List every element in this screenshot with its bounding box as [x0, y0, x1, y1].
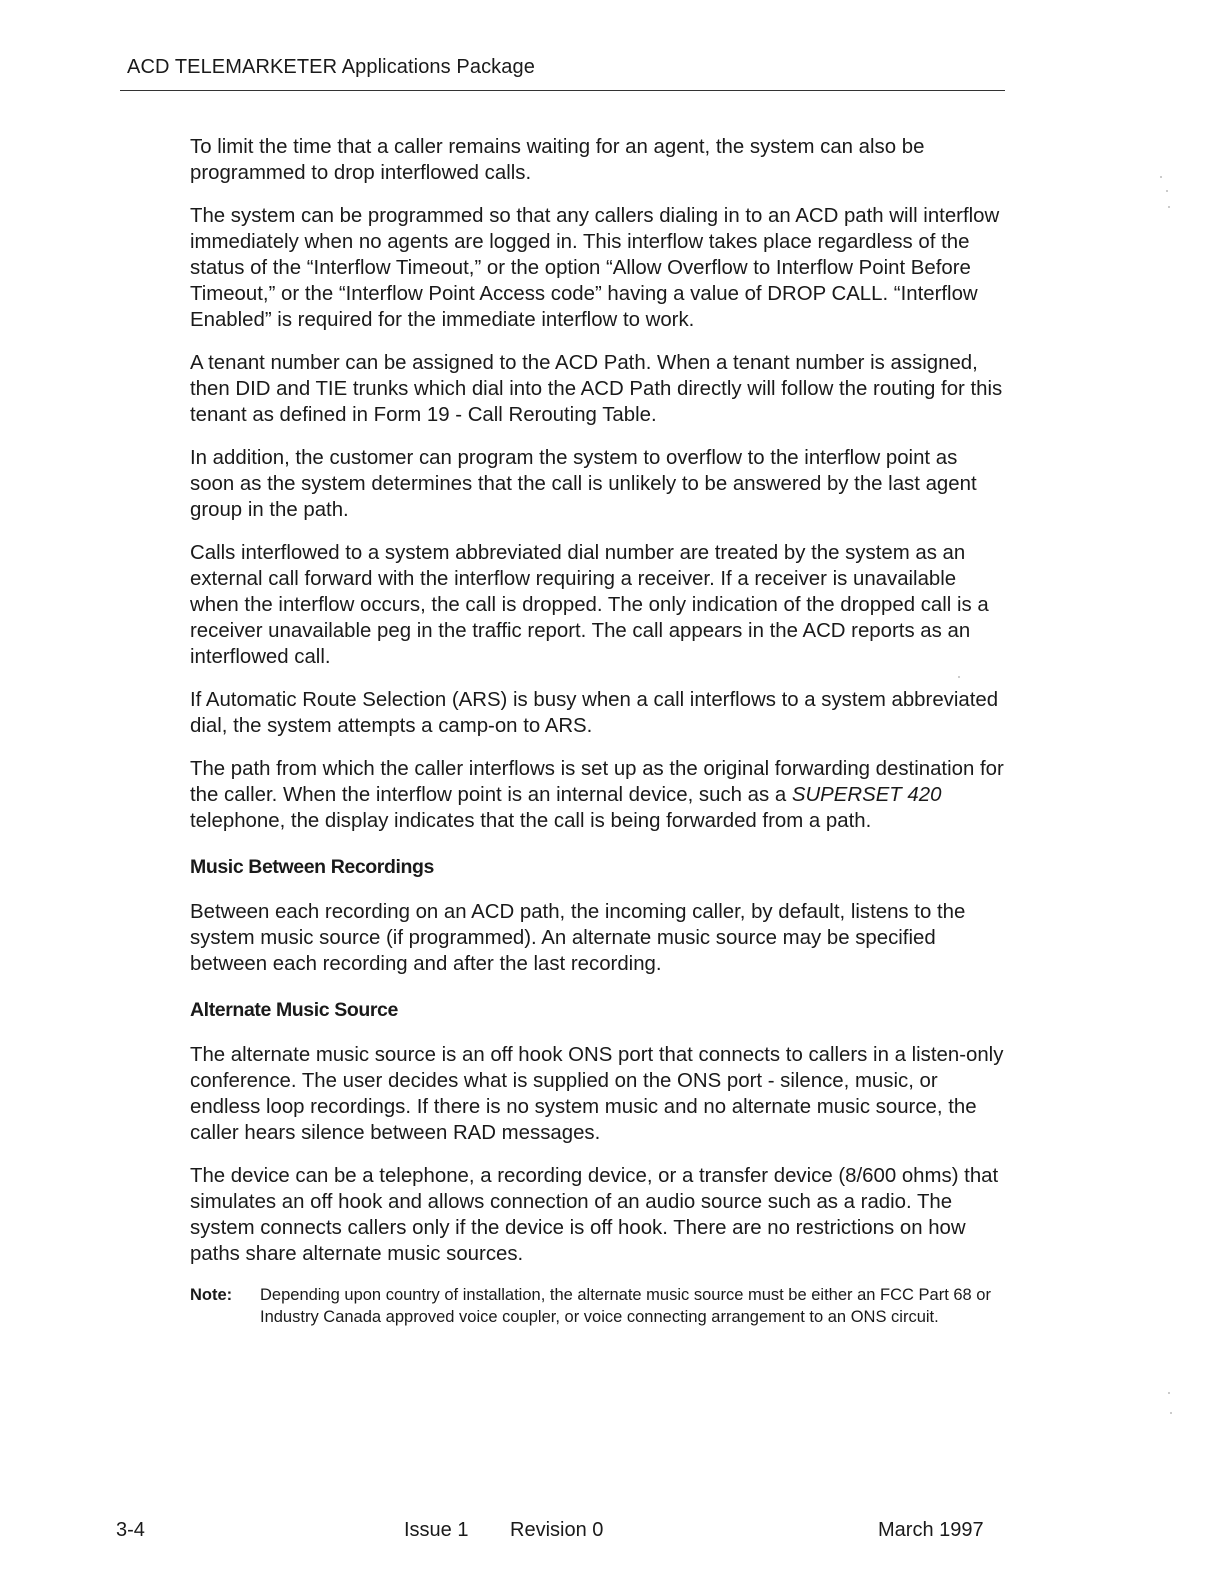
footer-revision: Revision 0 [510, 1519, 604, 1541]
body-paragraph: The alternate music source is an off hook ONS port that connects to callers in a listen-only conference. The user decides what is supplied on the ONS port - silence, music, or endless loop recordings. If there is no system music and no alternate music source, the caller hears silence between RAD messages. [190, 1044, 1004, 1144]
body-paragraph: Calls interflowed to a system abbreviated dial number are treated by the system as an external call forward with the interflow requiring a receiver. If a receiver is unavailable when the interflow occurs, the call is dropped. The only indication of the dropped call is a receiver unavailable peg in the traffic report. The call appears in the ACD reports as an interflowed call. [190, 542, 989, 668]
running-header: ACD TELEMARKETER Applications Package [127, 56, 535, 78]
body-paragraph: Between each recording on an ACD path, the incoming caller, by default, listens to the system music source (if programmed). An alternate music source may be specified between each recording and after the last recording. [190, 901, 966, 975]
note-block [190, 1284, 1005, 1328]
footer-date: March 1997 [878, 1519, 984, 1541]
scan-speck [958, 676, 960, 678]
body-paragraph: A tenant number can be assigned to the ACD Path. When a tenant number is assigned, then DID and TIE trunks which dial into the ACD Path directly will follow the routing for this tenant as defined in Form 19 - Call Rerouting Table. [190, 352, 1003, 426]
footer-page-number: 3-4 [116, 1519, 145, 1541]
forwarding-paragraph [190, 756, 1005, 834]
scan-speck [1168, 1392, 1170, 1394]
section-heading-alternate-music-source: Alternate Music Source [190, 999, 398, 1021]
product-name: SUPERSET 420 [791, 784, 942, 806]
forwarding-text-end: telephone, the display indicates that the call is being forwarded from a path. [190, 810, 872, 832]
footer-issue: Issue 1 [404, 1519, 469, 1541]
body-paragraph: The system can be programmed so that any callers dialing in to an ACD path will interflow immediately when no agents are logged in. This interflow takes place regardless of the status of the “Interflow Timeout,” or the option “Allow Overflow to Interflow Point Before Timeout,” or the “Interflow Point Access code” having a value of DROP CALL. “Interflow Enabled” is required for the immediate interflow to work. [190, 205, 1000, 331]
body-paragraph: If Automatic Route Selection (ARS) is busy when a call interflows to a system abbreviated dial, the system attempts a camp-on to ARS. [190, 689, 999, 737]
page-body [190, 134, 1005, 1328]
body-paragraph: To limit the time that a caller remains waiting for an agent, the system can also be programmed to drop interflowed calls. [190, 136, 925, 184]
section-heading-music-between-recordings: Music Between Recordings [190, 856, 434, 878]
forwarding-text-start: The path from which the caller interflows is set up as the original forwarding destination for the caller. When the interflow point is an internal device, such as a [190, 758, 1004, 806]
header-rule [120, 90, 1005, 91]
scan-speck [1166, 190, 1168, 192]
note-label: Note: [190, 1286, 233, 1304]
scan-speck [1168, 206, 1170, 208]
body-paragraph: The device can be a telephone, a recording device, or a transfer device (8/600 ohms) that simulates an off hook and allows connection of an audio source such as a radio. The system connects callers only if the device is off hook. There are no restrictions on how paths share alternate music sources. [190, 1165, 999, 1265]
scan-speck [1160, 176, 1162, 178]
note-text: Depending upon country of installation, the alternate music source must be either an FCC Part 68 or Industry Canada approved voice coupler, or voice connecting arrangement to an ONS circuit. [260, 1286, 991, 1326]
body-paragraph: In addition, the customer can program the system to overflow to the interflow point as soon as the system determines that the call is unlikely to be answered by the last agent group in the path. [190, 447, 977, 521]
scan-speck [1170, 1412, 1172, 1414]
